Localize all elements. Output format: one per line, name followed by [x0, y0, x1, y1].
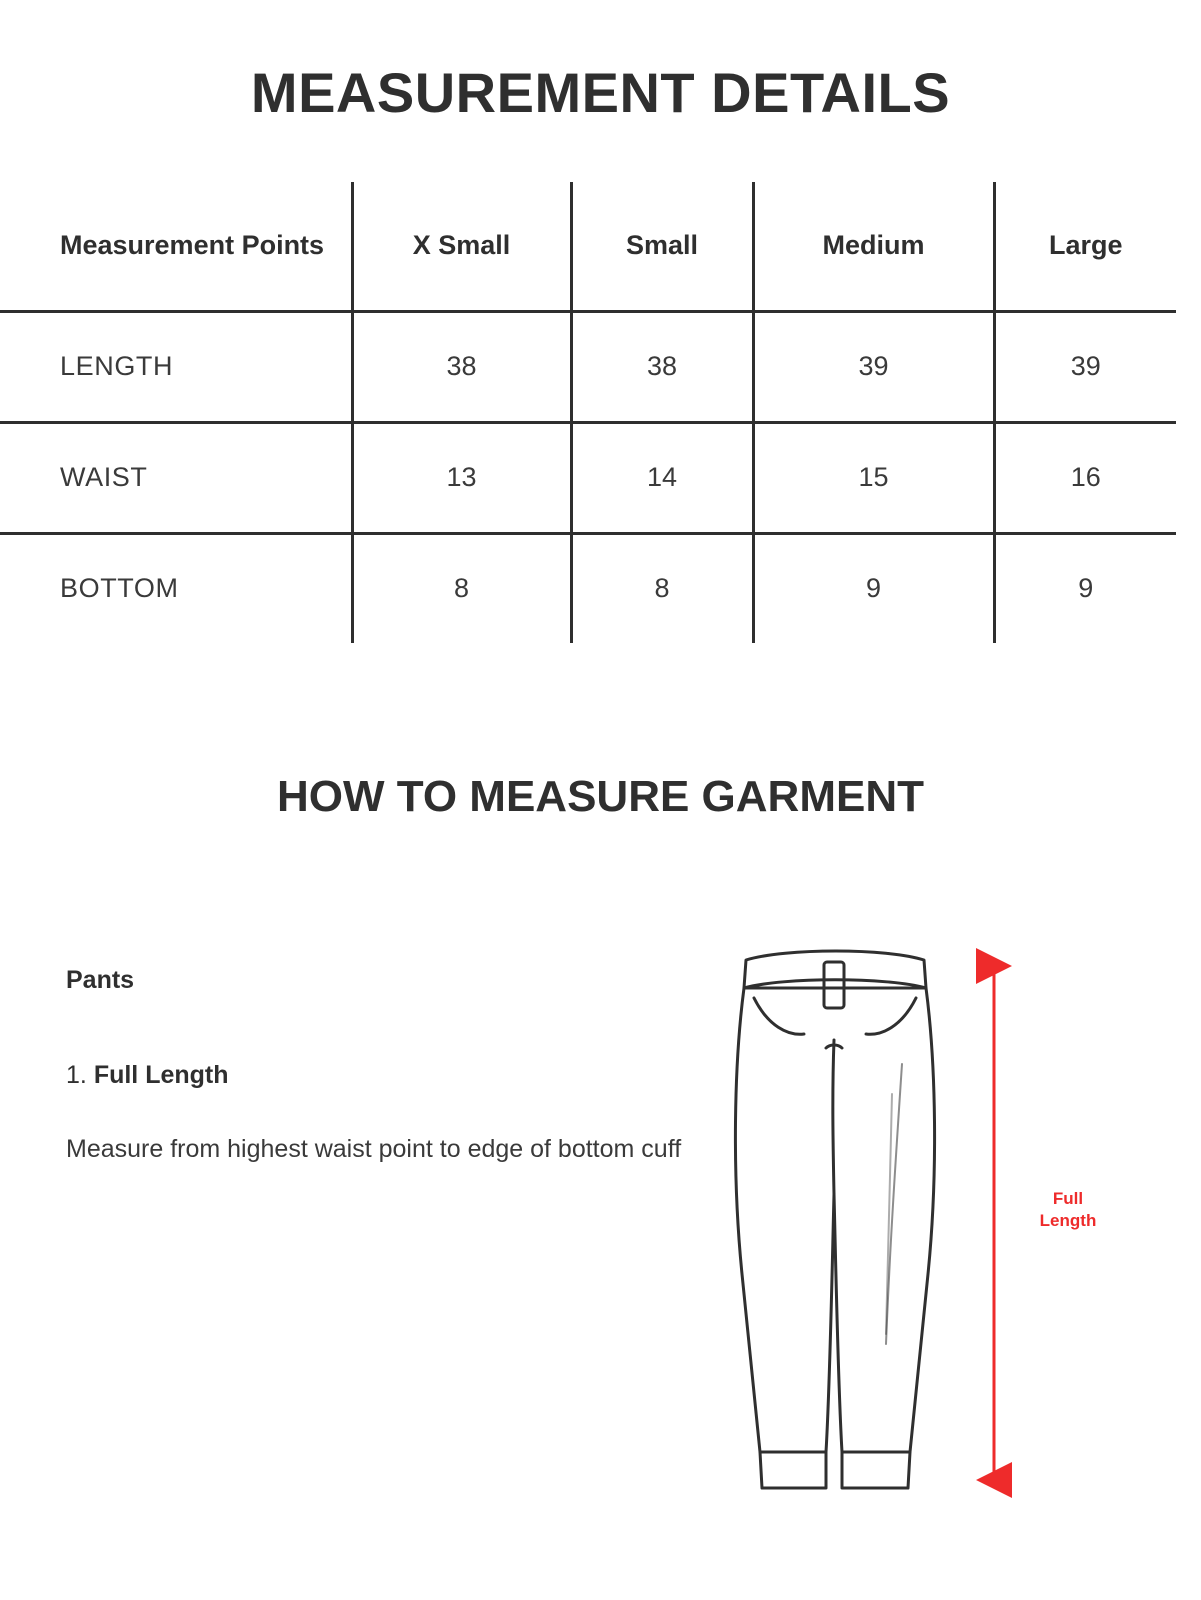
step-number: 1. [66, 1060, 87, 1089]
column-header-medium: Medium [753, 182, 994, 312]
full-length-label-line1: Full [1052, 1188, 1084, 1208]
table-row [0, 311, 1176, 422]
column-header-small: Small [571, 182, 753, 312]
table-row [0, 422, 1176, 533]
column-header-measurement-points: Measurement Points [0, 182, 352, 312]
instructions-column [66, 966, 706, 1486]
column-header-large: Large [1048, 230, 1123, 261]
step-heading [66, 1061, 706, 1090]
table-header-row [0, 182, 1176, 312]
cell-length-small: 38 [571, 311, 753, 422]
cell-waist-x-small: 13 [352, 422, 571, 533]
illustration-column [706, 966, 1139, 1486]
column-header-x-small: X Small [352, 182, 571, 312]
cell-waist-large: 16 [1070, 462, 1101, 493]
table-body [0, 311, 1176, 643]
cell-waist-small: 14 [571, 422, 753, 533]
step-description: Measure from highest waist point to edge of bottom cuff [66, 1134, 682, 1163]
cell-bottom-x-small: 8 [352, 533, 571, 643]
cell-length-x-small: 38 [352, 311, 571, 422]
cell-bottom-small: 8 [571, 533, 753, 643]
garment-type-label: Pants [66, 965, 135, 994]
cell-length-large: 39 [1070, 351, 1101, 382]
step-name: Full Length [93, 1060, 229, 1089]
measurement-table-container [0, 182, 1201, 643]
table-header [0, 182, 1176, 312]
table-row [0, 533, 1176, 643]
row-label-length: LENGTH [0, 311, 352, 422]
cell-bottom-medium: 9 [753, 533, 994, 643]
measurement-table [0, 182, 1176, 643]
full-length-label [1025, 1188, 1111, 1232]
how-to-measure-section [0, 966, 1201, 1486]
page-title: MEASUREMENT DETAILS [250, 61, 951, 124]
section-title-how-to-measure: HOW TO MEASURE GARMENT [277, 771, 924, 821]
row-label-waist: WAIST [0, 422, 352, 533]
full-length-dimension-arrow [974, 944, 1014, 1509]
cell-bottom-large: 9 [1078, 573, 1094, 604]
full-length-label-line2: Length [1039, 1211, 1097, 1231]
cell-length-medium: 39 [753, 311, 994, 422]
row-label-bottom: BOTTOM [0, 533, 352, 643]
cell-waist-medium: 15 [753, 422, 994, 533]
